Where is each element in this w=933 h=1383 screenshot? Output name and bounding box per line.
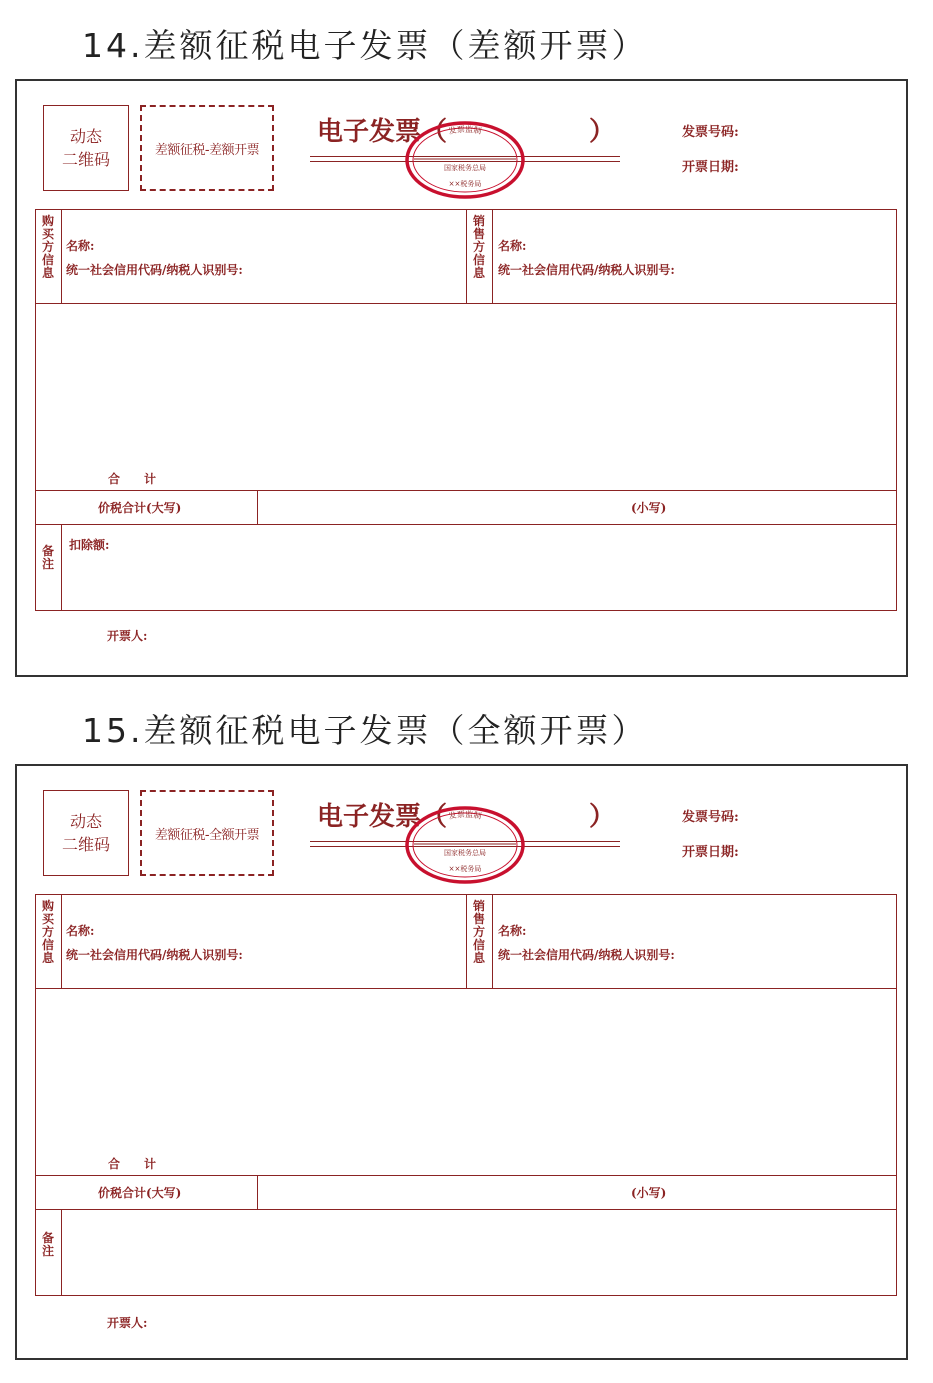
seal-top-text: 发票监制	[447, 124, 483, 136]
buyer-label-divider	[61, 209, 62, 303]
party-info-bottom-line	[35, 988, 897, 989]
seller-label-divider	[492, 894, 493, 988]
tax-bureau-seal-icon	[404, 120, 526, 200]
total-in-figures-label: (小写)	[631, 1186, 667, 1200]
qr-label-line-1: 动态	[69, 812, 102, 831]
invoice-title-close-paren: ）	[589, 117, 616, 147]
issue-date-label: 开票日期:	[682, 160, 739, 175]
invoice-frame-14	[15, 79, 908, 677]
party-info-bottom-line	[35, 303, 897, 304]
buyer-name-label: 名称:	[66, 239, 95, 253]
issuer-label: 开票人:	[107, 629, 148, 643]
invoice-number-label: 发票号码:	[682, 125, 739, 140]
total-in-words-label: 价税合计(大写)	[98, 501, 182, 515]
remarks-top-line	[35, 1209, 897, 1210]
invoice-title: 电子发票（	[317, 117, 448, 147]
seller-info-label: 销售方信息	[472, 214, 485, 280]
seller-tax-id-label: 统一社会信用代码/纳税人识别号:	[498, 263, 675, 277]
buyer-label-divider	[61, 894, 62, 988]
issue-date-label: 开票日期:	[682, 845, 739, 860]
invoice-title: 电子发票（	[317, 802, 448, 832]
invoice-title-close-paren: ）	[589, 802, 616, 832]
invoice-frame-15	[15, 764, 908, 1360]
remarks-label: 备注	[41, 544, 54, 571]
invoice-type-tag-text: 差额征税-全额开票	[154, 827, 260, 843]
total-row-top-line	[35, 1175, 897, 1176]
dynamic-qr-code-box	[43, 105, 129, 191]
seller-tax-id-label: 统一社会信用代码/纳税人识别号:	[498, 948, 675, 962]
buyer-seller-divider	[466, 209, 467, 303]
seller-name-label: 名称:	[498, 239, 527, 253]
remarks-label-divider	[61, 1209, 62, 1296]
seal-bottom-text: ××税务局	[448, 865, 482, 873]
qr-label-line-1: 动态	[69, 127, 102, 146]
seal-middle-text: 国家税务总局	[444, 849, 486, 857]
tax-bureau-seal-icon	[404, 805, 526, 885]
seller-name-label: 名称:	[498, 924, 527, 938]
buyer-name-label: 名称:	[66, 924, 95, 938]
total-in-figures-label: (小写)	[631, 501, 667, 515]
dynamic-qr-code-box	[43, 790, 129, 876]
section-title-15: 15.差额征税电子发票（全额开票）	[82, 711, 648, 750]
seller-info-label: 销售方信息	[472, 899, 485, 965]
issuer-label: 开票人:	[107, 1316, 148, 1330]
seller-label-divider	[492, 209, 493, 303]
total-in-words-label: 价税合计(大写)	[98, 1186, 182, 1200]
total-label: 合 计	[108, 1157, 157, 1171]
buyer-info-label: 购买方信息	[41, 214, 54, 280]
remarks-top-line	[35, 524, 897, 525]
section-title-14: 14.差额征税电子发票（差额开票）	[82, 26, 648, 65]
buyer-seller-divider	[466, 894, 467, 988]
total-words-divider	[257, 1175, 258, 1209]
invoice-type-tag-text: 差额征税-差额开票	[154, 142, 260, 158]
invoice-form-14	[17, 81, 906, 675]
total-label: 合 计	[108, 472, 157, 486]
svg-text:发票监制	[448, 809, 483, 821]
buyer-tax-id-label: 统一社会信用代码/纳税人识别号:	[66, 263, 243, 277]
total-row-top-line	[35, 490, 897, 491]
remarks-label-divider	[61, 524, 62, 611]
qr-label-line-2: 二维码	[61, 150, 110, 169]
invoice-type-tag	[140, 105, 274, 191]
svg-text:发票监制	[448, 124, 483, 136]
remarks-label: 备注	[41, 1231, 54, 1258]
invoice-form-15	[17, 766, 906, 1358]
deduction-amount-label: 扣除额:	[69, 538, 110, 552]
seal-bottom-text: ××税务局	[448, 180, 482, 188]
total-words-divider	[257, 490, 258, 524]
qr-label-line-2: 二维码	[61, 835, 110, 854]
seal-top-text: 发票监制	[447, 809, 483, 821]
buyer-tax-id-label: 统一社会信用代码/纳税人识别号:	[66, 948, 243, 962]
invoice-number-label: 发票号码:	[682, 810, 739, 825]
buyer-info-label: 购买方信息	[41, 899, 54, 965]
invoice-type-tag	[140, 790, 274, 876]
seal-middle-text: 国家税务总局	[444, 164, 486, 172]
